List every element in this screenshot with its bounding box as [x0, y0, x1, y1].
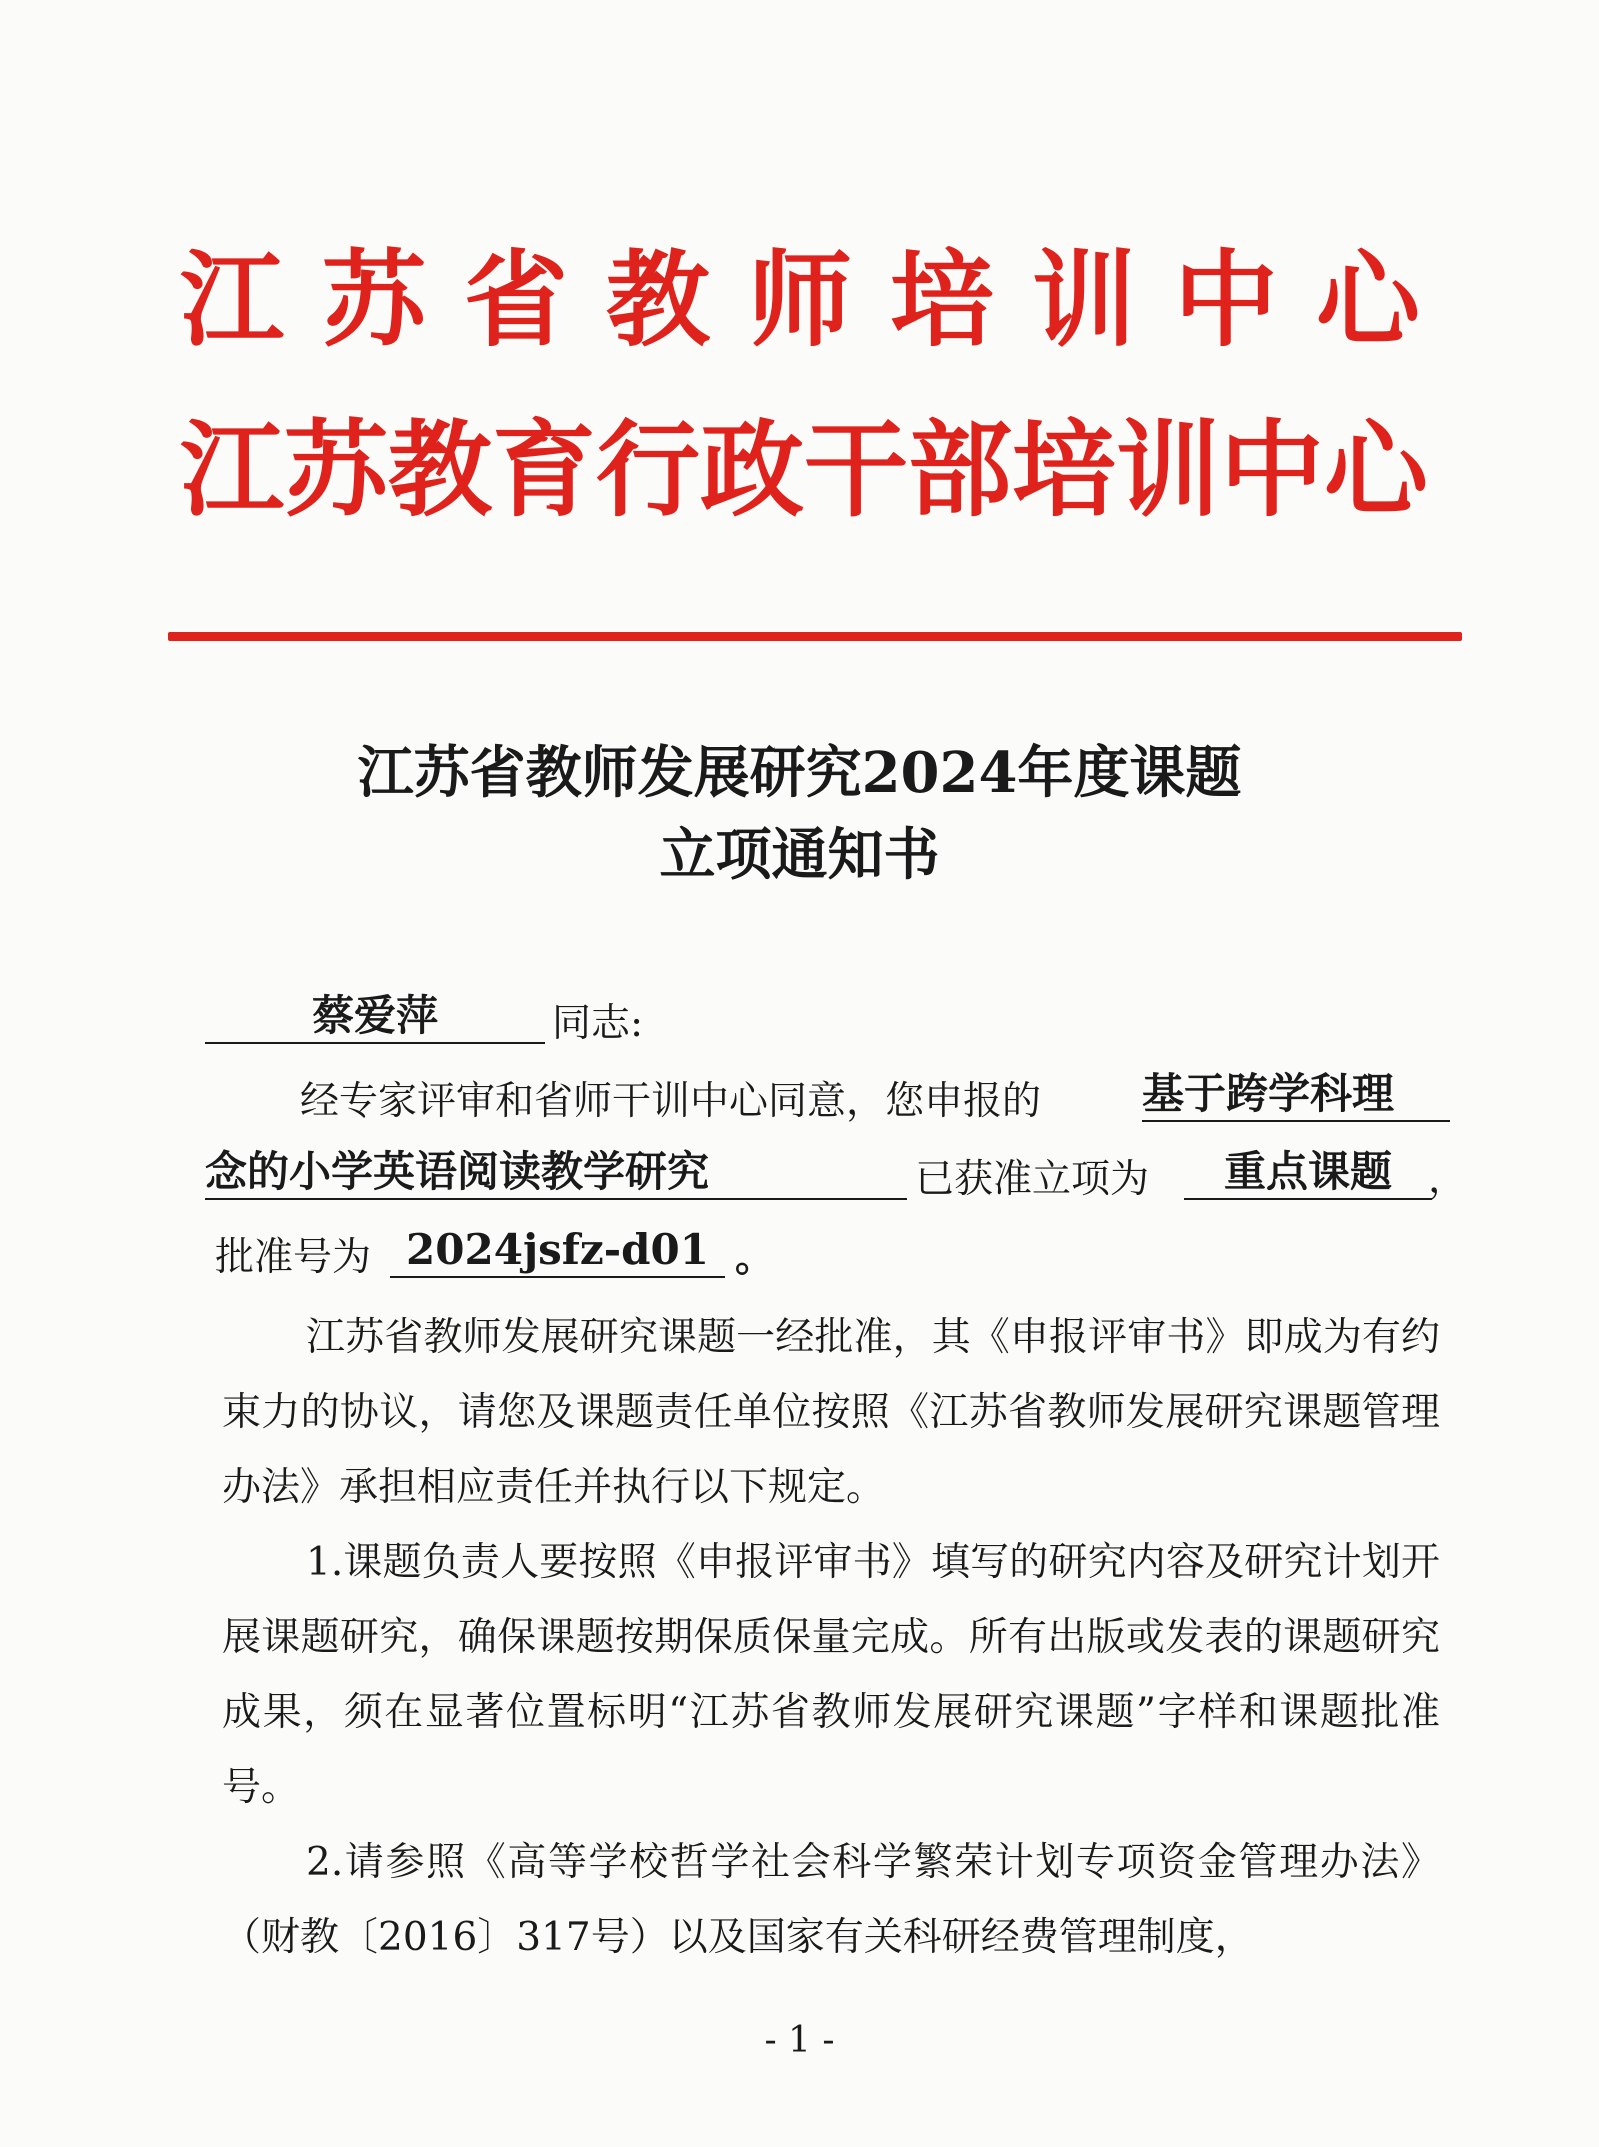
document-title-line-2: 立项通知书 — [659, 822, 940, 888]
red-divider-rule — [168, 632, 1462, 641]
approval-middle-text: 已获准立项为 — [915, 1157, 1150, 1202]
paragraph-binding-agreement: 江苏省教师发展研究课题一经批准，其《申报评审书》即成为有约束力的协议，请您及课题责任单位按照《江苏省教师发展研究课题管理办法》承担相应责任并执行以下规定。 — [222, 1315, 1440, 1510]
approval-number-period: 。 — [735, 1235, 775, 1281]
approval-number-prefix: 批准号为 — [215, 1235, 372, 1280]
document-title-line-1: 江苏省教师发展研究2024年度课题 — [357, 740, 1242, 806]
paragraph-rule-1: 1.课题负责人要按照《申报评审书》填写的研究内容及研究计划开展课题研究，确保课题按期保质保量完成。所有出版或发表的课题研究成果，须在显著位置标明“江苏省教师发展研究课题”字样和课题批准号。 — [222, 1540, 1440, 1810]
project-topic-part-2: 念的小学英语阅读教学研究 — [205, 1146, 907, 1200]
project-category: 重点课题 — [1184, 1146, 1432, 1200]
paragraph-rule-2: 2.请参照《高等学校哲学社会科学繁荣计划专项资金管理办法》（财教〔2016〕317号）以及国家有关科研经费管理制度， — [222, 1840, 1440, 1960]
issuer-header-line-1: 江苏省教师培训中心 — [180, 239, 1420, 361]
approval-prefix: 经专家评审和省师干训中心同意，您申报的 — [300, 1079, 1042, 1124]
salutation-suffix: 同志: — [552, 1001, 644, 1046]
project-topic-part-1: 基于跨学科理 — [1142, 1068, 1450, 1122]
approval-number: 2024jsfz-d01 — [390, 1224, 725, 1278]
issuer-header-line-2: 江苏教育行政干部培训中心 — [180, 409, 1429, 531]
recipient-name: 蔡爱萍 — [205, 990, 545, 1044]
category-comma: ， — [1428, 1157, 1468, 1202]
page-number: - 1 - — [764, 2020, 835, 2061]
